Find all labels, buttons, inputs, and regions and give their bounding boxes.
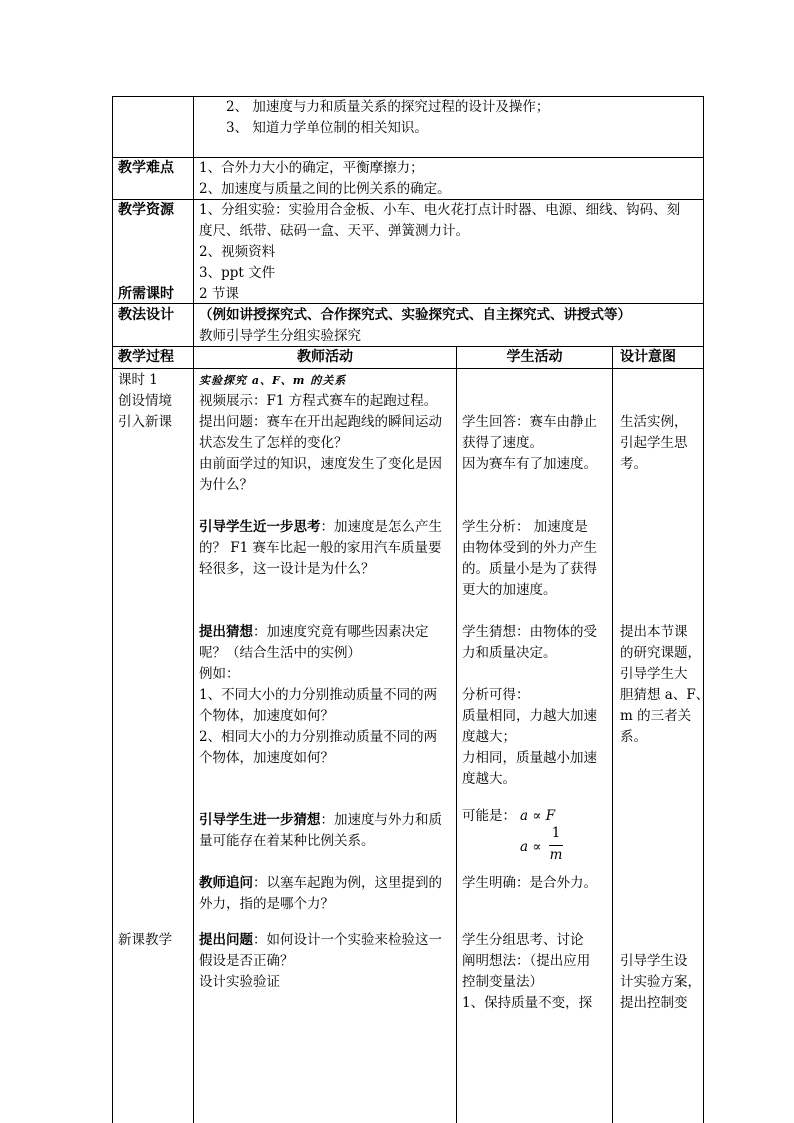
teacher-line: 为什么？	[199, 477, 253, 493]
formula-denominator: m	[549, 847, 563, 863]
formula-a: a	[520, 839, 529, 855]
difficulty-label: 教学难点	[118, 160, 174, 176]
resources-line: 1、分组实验：实验用合金板、小车、电火花打点计时器、电源、细线、钩码、刻	[199, 202, 681, 218]
process-line: 课时 1	[118, 372, 158, 388]
process-line: 创设情境	[118, 393, 172, 409]
hours-value: 2 节课	[199, 286, 239, 302]
formula-a: a	[520, 808, 529, 824]
teacher-line: 设计实验验证	[199, 974, 280, 990]
formula-prop: ∝	[532, 839, 542, 855]
student-line: 学生分组思考、讨论	[462, 932, 584, 948]
intent-line: 引起学生思	[620, 435, 688, 451]
process-line: 引入新课	[118, 414, 172, 430]
teacher-line: 2、相同大小的力分别推动质量不同的两	[199, 729, 438, 745]
teacher-ask	[199, 873, 442, 894]
goal-line-3: 3、 知道力学单位制的相关知识。	[226, 120, 428, 136]
student-line: 学生明确：是合外力。	[462, 875, 597, 891]
fraction-bar	[549, 845, 563, 846]
intent-line: 计实验方案，	[620, 974, 701, 990]
q-bold: 提出问题	[199, 932, 253, 948]
header-process: 教学过程	[118, 349, 174, 365]
teacher-line: 例如：	[199, 666, 240, 682]
guess-text: ：加速度究竟有哪些因素决定	[253, 624, 429, 640]
student-line: 1、保持质量不变，探	[462, 995, 593, 1011]
teacher-guess	[199, 622, 429, 643]
ask-bold: 教师追问	[199, 875, 253, 891]
guide1-text: ：加速度是怎么产生	[320, 519, 442, 535]
resources-label: 教学资源	[118, 202, 174, 218]
teacher-title: 实验探究 a、F、m 的关系	[199, 374, 347, 387]
teacher-question	[199, 930, 442, 951]
teacher-line: 轻很多，这一设计是为什么？	[199, 561, 375, 577]
intent-line: 胆猜想 a、F、	[620, 687, 710, 703]
intent-line: 引导学生设	[620, 953, 688, 969]
teacher-line: 视频展示：F1 方程式赛车的起跑过程。	[199, 393, 438, 409]
teacher-line: 状态发生了怎样的变化？	[199, 435, 348, 451]
teacher-line: 个物体，加速度如何？	[199, 708, 334, 724]
intent-line: 提出控制变	[620, 995, 688, 1011]
goal-line-2: 2、 加速度与力和质量关系的探究过程的设计及操作；	[226, 99, 550, 115]
student-line: 力相同，质量越小加速	[462, 750, 597, 766]
q-text: ：如何设计一个实验来检验这一	[253, 932, 442, 948]
teacher-line: 量可能存在着某种比例关系。	[199, 833, 375, 849]
student-line: 度越大；	[462, 729, 516, 745]
teacher-line: 提出问题：赛车在开出起跑线的瞬间运动	[199, 414, 442, 430]
teacher-line: 由前面学过的知识，速度发生了变化是因	[199, 456, 442, 472]
teacher-line: 呢？（结合生活中的实例）	[199, 645, 361, 661]
teacher-line: 外力，指的是哪个力？	[199, 896, 334, 912]
formula-numerator: 1	[551, 825, 561, 841]
teacher-line: 假设是否正确？	[199, 953, 294, 969]
ask-text: ：以塞车起跑为例，这里提到的	[253, 875, 442, 891]
teacher-line: 1、不同大小的力分别推动质量不同的两	[199, 687, 438, 703]
student-line: 力和质量决定。	[462, 645, 557, 661]
resources-line: 2、视频资料	[199, 244, 276, 260]
formula-mass-lhs	[520, 837, 542, 858]
student-line: 因为赛车有了加速度。	[462, 456, 597, 472]
method-text: 教师引导学生分组实验探究	[199, 328, 361, 344]
guide2-bold: 引导学生进一步猜想	[199, 812, 321, 828]
intent-line: 的研究课题，	[620, 645, 701, 661]
student-line: 分析可得：	[462, 687, 530, 703]
intent-line: 系。	[620, 729, 647, 745]
student-line: 质量相同，力越大加速	[462, 708, 597, 724]
student-line: 度越大。	[462, 771, 516, 787]
intent-line: 考。	[620, 456, 647, 472]
teacher-line: 的？ F1 赛车比起一般的家用汽车质量要	[199, 540, 442, 556]
student-line: 学生分析： 加速度是	[462, 519, 588, 535]
formula-prop: ∝	[532, 808, 542, 824]
student-line: 获得了速度。	[462, 435, 543, 451]
intent-line: 引导学生大	[620, 666, 688, 682]
student-line: 由物体受到的外力产生	[462, 540, 597, 556]
guess-bold: 提出猜想	[199, 624, 253, 640]
header-intent: 设计意图	[620, 349, 676, 365]
student-possible: 可能是：	[462, 808, 516, 824]
student-line: 更大的加速度。	[462, 582, 557, 598]
teacher-guide2	[199, 810, 442, 831]
difficulty-line: 1、合外力大小的确定，平衡摩擦力；	[199, 160, 424, 176]
formula-force	[520, 806, 555, 827]
intent-line: 生活实例，	[620, 414, 688, 430]
resources-line: 度尺、纸带、砝码一盒、天平、弹簧测力计。	[199, 223, 469, 239]
method-label: 教法设计	[118, 307, 174, 323]
student-line: 控制变量法）	[462, 974, 543, 990]
teacher-line: 个物体，加速度如何？	[199, 750, 334, 766]
header-student: 学生活动	[506, 349, 563, 365]
resources-line: 3、ppt 文件	[199, 265, 276, 281]
intent-line: 提出本节课	[620, 624, 688, 640]
guide2-text: ：加速度与外力和质	[320, 812, 442, 828]
student-line: 的。质量小是为了获得	[462, 561, 597, 577]
intent-line: m 的三者关	[620, 708, 692, 724]
hours-label: 所需课时	[118, 286, 174, 302]
student-line: 学生回答：赛车由静止	[462, 414, 597, 430]
difficulty-line: 2、加速度与质量之间的比例关系的确定。	[199, 181, 451, 197]
process-new-lesson: 新课教学	[118, 932, 172, 948]
teacher-guide1	[199, 517, 442, 538]
formula-F: F	[545, 808, 556, 824]
student-line: 学生猜想：由物体的受	[462, 624, 597, 640]
guide1-bold: 引导学生近一步思考	[199, 519, 321, 535]
student-line: 阐明想法：（提出应用	[462, 953, 591, 969]
method-examples: （例如讲授探究式、合作探究式、实验探究式、自主探究式、讲授式等）	[199, 307, 631, 323]
header-teacher: 教师活动	[297, 349, 353, 365]
